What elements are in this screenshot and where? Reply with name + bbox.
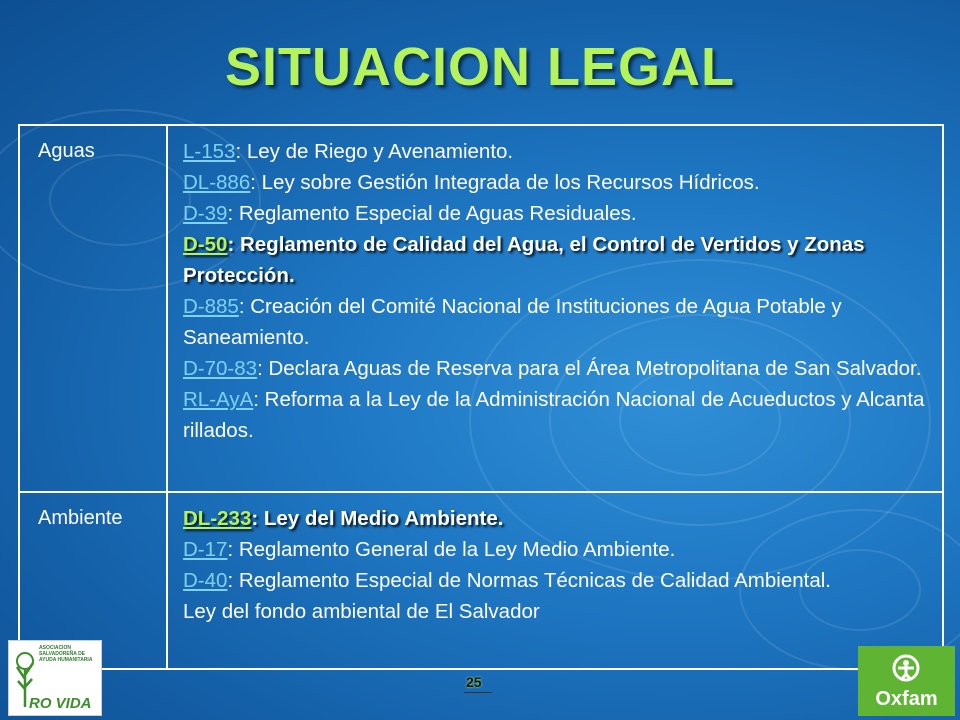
category-ambiente: Ambiente — [38, 507, 123, 529]
slide-title: SITUACION LEGAL — [225, 37, 735, 97]
law-entry — [183, 353, 935, 384]
oxfam-logo — [858, 646, 955, 716]
table-row-ambiente — [20, 493, 942, 668]
law-entry — [183, 384, 935, 446]
law-description: : Reglamento Especial de Aguas Residuales. — [227, 202, 637, 225]
law-description: : Reglamento General de la Ley Medio Ambiente. — [227, 538, 676, 561]
entries-aguas — [183, 136, 935, 446]
entries-ambiente — [183, 503, 935, 627]
law-link[interactable]: DL-233 — [183, 507, 252, 530]
category-aguas: Aguas — [38, 140, 95, 162]
law-description: : Reglamento de Calidad del Agua, el Control de Vertidos y Zonas Protección. — [183, 233, 865, 287]
law-entry — [183, 198, 935, 229]
law-entry-highlighted — [183, 229, 935, 291]
law-description: : Ley del Medio Ambiente. — [251, 507, 504, 530]
law-description: : Declara Aguas de Reserva para el Área Metropolitana de San Salvador. — [257, 357, 922, 380]
page-number-underline — [464, 692, 492, 693]
logo-caption: ASOCIACION SALVADOREÑA DE AYUDA HUMANITARIA — [39, 645, 93, 663]
logo-brand: RO VIDA — [29, 695, 92, 712]
law-entry — [183, 596, 935, 627]
law-description: : Ley sobre Gestión Integrada de los Recursos Hídricos. — [250, 171, 760, 194]
legal-table — [18, 124, 944, 670]
page-number: 25 — [466, 674, 482, 690]
law-entry — [183, 136, 935, 167]
law-link[interactable]: D-17 — [183, 538, 228, 561]
law-link[interactable]: DL-886 — [183, 171, 251, 194]
law-description: : Reforma a la Ley de la Administración Nacional de Acueductos y Alcanta rillados. — [183, 388, 925, 442]
law-link[interactable]: D-40 — [183, 569, 228, 592]
law-entry — [183, 565, 935, 596]
law-description: : Ley de Riego y Avenamiento. — [235, 140, 514, 163]
law-link[interactable]: D-70-83 — [183, 357, 258, 380]
law-description: : Reglamento Especial de Normas Técnicas de Calidad Ambiental. — [227, 569, 831, 592]
oxfam-figure-icon — [890, 654, 922, 682]
law-entry-highlighted — [183, 503, 935, 534]
law-entry — [183, 291, 935, 353]
law-description: Ley del fondo ambiental de El Salvador — [183, 600, 540, 623]
law-link[interactable]: D-885 — [183, 295, 239, 318]
ro-vida-logo — [8, 640, 102, 716]
law-link[interactable]: RL-AyA — [183, 388, 254, 411]
law-link[interactable]: D-39 — [183, 202, 228, 225]
law-link[interactable]: L-153 — [183, 140, 236, 163]
law-link[interactable]: D-50 — [183, 233, 228, 256]
law-entry — [183, 167, 935, 198]
table-row-aguas — [20, 126, 942, 493]
law-description: : Creación del Comité Nacional de Instituciones de Agua Potable y Saneamiento. — [183, 295, 842, 349]
law-entry — [183, 534, 935, 565]
oxfam-wordmark: Oxfam — [875, 688, 938, 710]
